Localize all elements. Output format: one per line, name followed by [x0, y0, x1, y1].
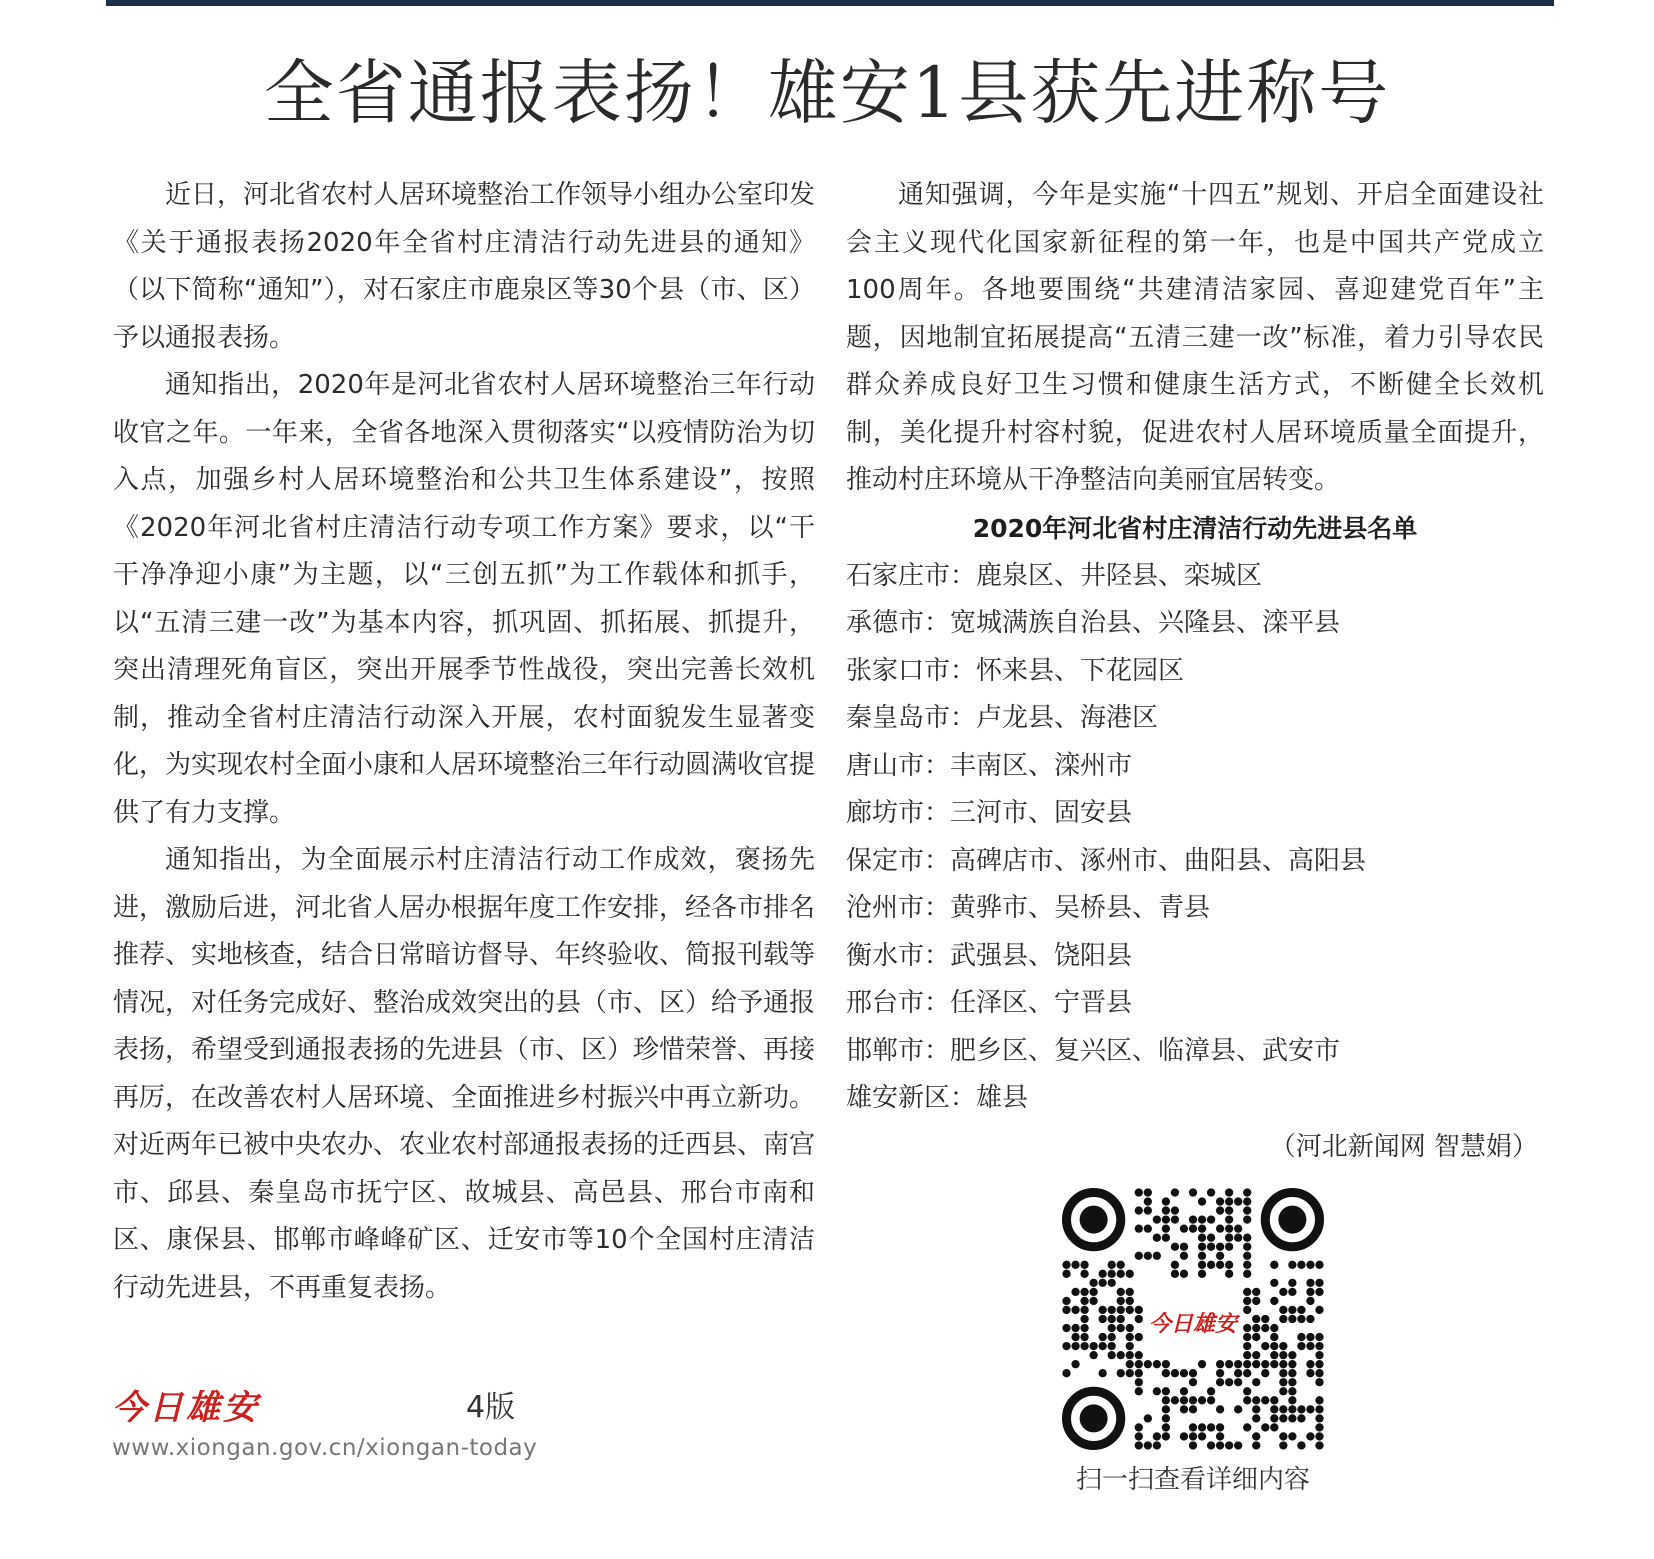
- list-item: 唐山市：丰南区、滦州市: [846, 750, 1133, 781]
- article-left-column: [113, 172, 815, 1312]
- article-paragraph-3: 通知指出，为全面展示村庄清洁行动工作成效，褒扬先进，激励后进，河北省人居办根据年度工作安排，经各市排名推荐、实地核查，结合日常暗访督导、年终验收、简报刊载等情况，对任务完成好、整治成效突出的县（市、区）给予通报表扬，希望受到通报表扬的先进县（市、区）珍惜荣誉、再接再厉，在改善农村人居环境、全面推进乡村振兴中再立新功。对近两年已被中央农办、农业农村部通报表扬的迁西县、南宫市、邱县、秦皇岛市抚宁区、故城县、高邑县、邢台市南和区、康保县、邯郸市峰峰矿区、迁安市等10个全国村庄清洁行动先进县，不再重复表扬。: [113, 845, 816, 1303]
- article-paragraph-4: 通知强调，今年是实施“十四五”规划、开启全面建设社会主义现代化国家新征程的第一年，也是中国共产党成立100周年。各地要围绕“共建清洁家园、喜迎建党百年”主题，因地制宜拓展提高“五清三建一改”标准，着力引导农民群众养成良好卫生习惯和健康生活方式，不断健全长效机制，美化提升村容村貌，促进农村人居环境质量全面提升，推动村庄环境从干净整洁向美丽宜居转变。: [846, 180, 1544, 495]
- list-item: 邯郸市：肥乡区、复兴区、临漳县、武安市: [846, 1035, 1341, 1066]
- qr-center-logo: 今日雄安: [1148, 1311, 1238, 1337]
- site-url[interactable]: www.xiongan.gov.cn/xiongan-today: [112, 1435, 538, 1461]
- page-title: 全省通报表扬！雄安1县获先进称号: [263, 52, 1391, 134]
- article-right-column: [846, 172, 1544, 1171]
- brand-logo: 今日雄安: [112, 1388, 260, 1428]
- list-item: 秦皇岛市：卢龙县、海港区: [846, 703, 1159, 733]
- list-item: 张家口市：怀来县、下花园区: [846, 655, 1185, 686]
- page-number: 4版: [466, 1390, 516, 1425]
- qr-finder-dot-1: [1080, 1206, 1108, 1234]
- list-item: 石家庄市：鹿泉区、井陉县、栾城区: [846, 560, 1263, 591]
- qr-code-graphic: [1062, 1188, 1324, 1450]
- list-item: 廊坊市：三河市、固安县: [846, 798, 1133, 828]
- article-paragraph-2: 通知指出，2020年是河北省农村人居环境整治三年行动收官之年。一年来，全省各地深入贯彻落实“以疫情防治为切入点，加强乡村人居环境整治和公共卫生体系建设”，按照《2020年河北省村庄清洁行动专项工作方案》要求，以“干干净净迎小康”为主题，以“三创五抓”为工作载体和抓手，以“五清三建一改”为基本内容，抓巩固、抓拓展、抓提升，突出清理死角盲区，突出开展季节性战役，突出完善长效机制，推动全省村庄清洁行动深入开展，农村面貌发生显著变化，为实现农村全面小康和人居环境整治三年行动圆满收官提供了有力支撑。: [113, 370, 816, 828]
- top-rule: [106, 0, 1554, 6]
- list-item: 雄安新区：雄县: [846, 1083, 1029, 1113]
- list-item: 承德市：宽城满族自治县、兴隆县、滦平县: [846, 608, 1341, 638]
- qr-caption: 扫一扫查看详细内容: [1075, 1465, 1310, 1495]
- qr-code[interactable]: [1062, 1188, 1324, 1450]
- list-item: 衡水市：武强县、饶阳县: [846, 940, 1133, 971]
- county-list-title: 2020年河北省村庄清洁行动先进县名单: [972, 513, 1418, 543]
- list-item: 邢台市：任泽区、宁晋县: [846, 988, 1133, 1018]
- list-item: 沧州市：黄骅市、吴桥县、青县: [846, 893, 1211, 923]
- list-item: 保定市：高碑店市、涿州市、曲阳县、高阳县: [846, 845, 1367, 876]
- author-credit: （河北新闻网 智慧娟）: [1269, 1131, 1538, 1162]
- qr-finder-dot-3: [1080, 1404, 1108, 1432]
- article-paragraph-1: 近日，河北省农村人居环境整治工作领导小组办公室印发《关于通报表扬2020年全省村庄清洁行动先进县的通知》（以下简称“通知”），对石家庄市鹿泉区等30个县（市、区）予以通报表扬。: [113, 180, 816, 353]
- qr-finder-dot-2: [1278, 1206, 1306, 1234]
